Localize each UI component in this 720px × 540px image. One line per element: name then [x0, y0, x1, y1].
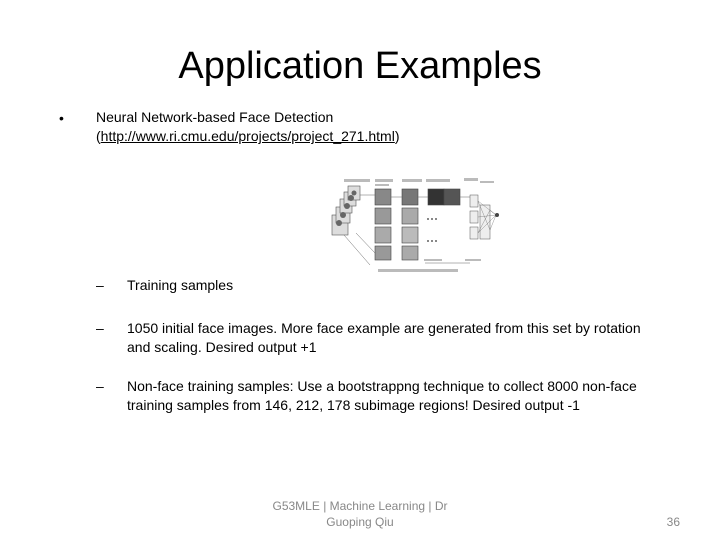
subpoint-marker: – — [96, 277, 104, 293]
face-detection-diagram — [330, 175, 502, 277]
bullet-text — [96, 108, 656, 146]
bullet-marker: • — [59, 110, 64, 126]
subpoint-marker: – — [96, 378, 104, 394]
page-number: 36 — [666, 515, 680, 529]
link-open-paren: ( — [96, 128, 101, 144]
slide-title: Application Examples — [178, 45, 542, 87]
bullet-heading: Neural Network-based Face Detection — [96, 109, 334, 125]
footer-line-1: G53MLE | Machine Learning | Dr — [272, 499, 448, 513]
footer-line-2: Guoping Qiu — [326, 515, 394, 529]
bullet-link-line — [96, 127, 656, 146]
subpoint-text: 1050 initial face images. More face example are generated from this set by rotation and scaling. Desired output +1 — [127, 320, 641, 355]
project-link[interactable]: http://www.ri.cmu.edu/projects/project_271.html — [100, 128, 395, 144]
slide-footer — [230, 498, 490, 530]
link-close-paren: ) — [394, 128, 400, 144]
subpoint-text: Training samples — [127, 277, 234, 293]
subpoint-text: Non-face training samples: Use a bootstrappng technique to collect 8000 non-face training samples from 146, 212, 178 subimage regions! Desired output -1 — [127, 378, 637, 413]
subpoint-marker: – — [96, 320, 104, 336]
